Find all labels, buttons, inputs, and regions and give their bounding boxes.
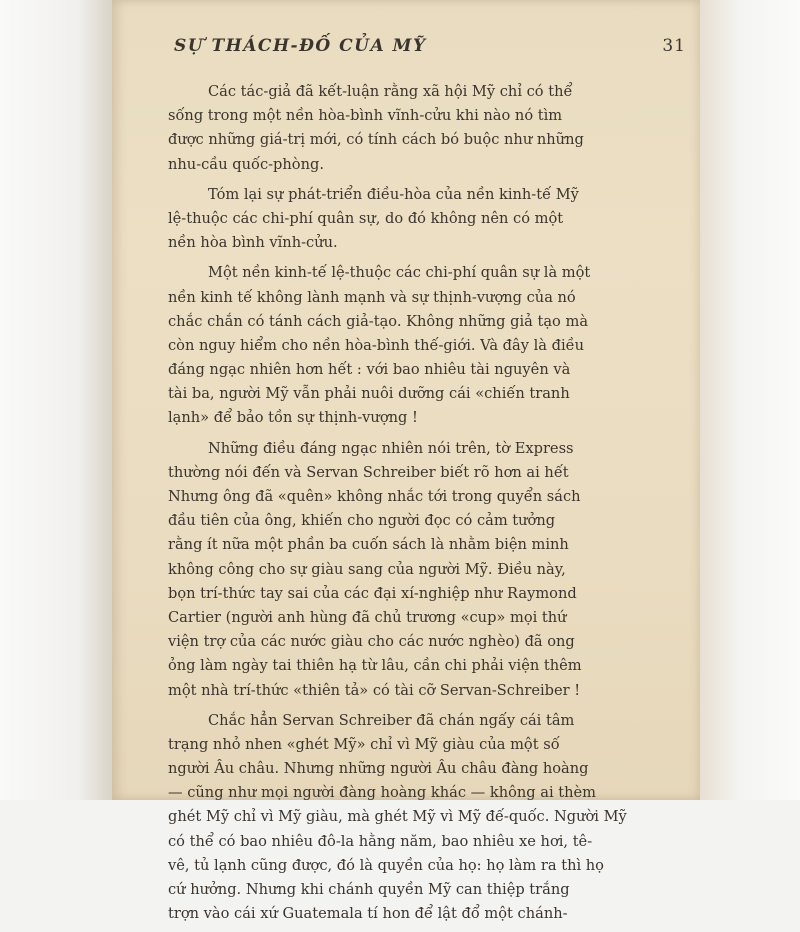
scan-background-right (700, 0, 800, 800)
text-line: viện trợ của các nước giàu cho các nước nghèo) đã ong (168, 633, 575, 651)
text-line: đầu tiên của ông, khiến cho người đọc có cảm tưởng (168, 512, 556, 530)
paragraph (168, 183, 682, 256)
text-line: lệ-thuộc các chi-phí quân sự, do đó không nên có một (168, 209, 564, 227)
text-line: Các tác-giả đã kết-luận rằng xã hội Mỹ chỉ có thể (208, 83, 573, 100)
text-line: trợn vào cái xứ Guatemala tí hon để lật đổ một chánh- (168, 905, 568, 923)
paragraph (168, 261, 682, 430)
text-line: một nhà trí-thức «thiên tả» có tài cỡ Servan-Schreiber ! (168, 681, 581, 699)
text-line: thường nói đến và Servan Schreiber biết rõ hơn ai hết (168, 463, 569, 481)
text-line: ỏng làm ngày tai thiên hạ từ lâu, cần chi phải viện thêm (168, 657, 582, 675)
text-line: còn nguy hiểm cho nền hòa-bình thế-giới. Và đây là điều (168, 336, 584, 354)
text-line: sống trong một nền hòa-bình vĩnh-cửu khi nào nó tìm (168, 107, 563, 125)
paragraph (168, 709, 682, 927)
text-line: vê, tủ lạnh cũng được, đó là quyền của họ: họ làm ra thì họ (168, 856, 604, 874)
text-line: lạnh» để bảo tồn sự thịnh-vượng ! (168, 409, 418, 427)
text-line: Cartier (người anh hùng đã chủ trương «cup» mọi thứ (168, 608, 567, 626)
text-line: Nhưng ông đã «quên» không nhắc tới trong quyển sách (168, 488, 581, 505)
paragraph (168, 80, 682, 177)
text-line: trạng nhỏ nhen «ghét Mỹ» chỉ vì Mỹ giàu của một số (168, 735, 560, 753)
text-line: nhu-cầu quốc-phòng. (168, 155, 324, 173)
text-line: người Âu châu. Nhưng những người Âu châu đàng hoàng (168, 760, 589, 778)
text-line: rằng ít nữa một phần ba cuốn sách là nhằm biện minh (168, 536, 569, 554)
text-line: cứ hưởng. Nhưng khi chánh quyền Mỹ can thiệp trắng (168, 881, 570, 898)
text-line: đáng ngạc nhiên hơn hết : với bao nhiêu tài nguyên và (168, 361, 571, 379)
text-line: Tóm lại sự phát-triển điều-hòa của nền kinh-tế Mỹ (208, 185, 579, 203)
text-line: nền kinh tế không lành mạnh và sự thịnh-vượng của nó (168, 288, 576, 306)
scan-background-left (0, 0, 112, 800)
book-page (112, 0, 700, 923)
running-title: SỰ THÁCH-ĐỐ CỦA MỸ (174, 36, 427, 56)
paragraph (168, 437, 682, 703)
text-line: chắc chắn có tánh cách giả-tạo. Không những giả tạo mà (168, 312, 589, 330)
text-line: Một nền kinh-tế lệ-thuộc các chi-phí quân sự là một (208, 264, 591, 282)
page-header (174, 36, 686, 66)
text-line: ghét Mỹ chỉ vì Mỹ giàu, mà ghét Mỹ vì Mỹ đế-quốc. Người Mỹ (168, 808, 627, 826)
body-text (168, 80, 682, 932)
text-line: bọn trí-thức tay sai của các đại xí-nghiệp như Raymond (168, 584, 577, 602)
text-line: nền hòa bình vĩnh-cửu. (168, 234, 338, 252)
text-line: Những điều đáng ngạc nhiên nói trên, tờ Express (208, 439, 574, 457)
page-number: 31 (662, 36, 686, 56)
text-line: Chắc hẳn Servan Schreiber đã chán ngấy cái tâm (208, 711, 575, 729)
text-line: — cũng như mọi người đàng hoàng khác — không ai thèm (168, 784, 597, 802)
text-line: tài ba, người Mỹ vẫn phải nuôi dưỡng cái «chiến tranh (168, 385, 570, 403)
text-line: không công cho sự giàu sang của người Mỹ. Điều này, (168, 560, 566, 578)
text-line: được những giá-trị mới, có tính cách bó buộc như những (168, 131, 584, 149)
text-line: có thể có bao nhiêu đô-la hằng năm, bao nhiêu xe hơi, tê- (168, 832, 593, 850)
